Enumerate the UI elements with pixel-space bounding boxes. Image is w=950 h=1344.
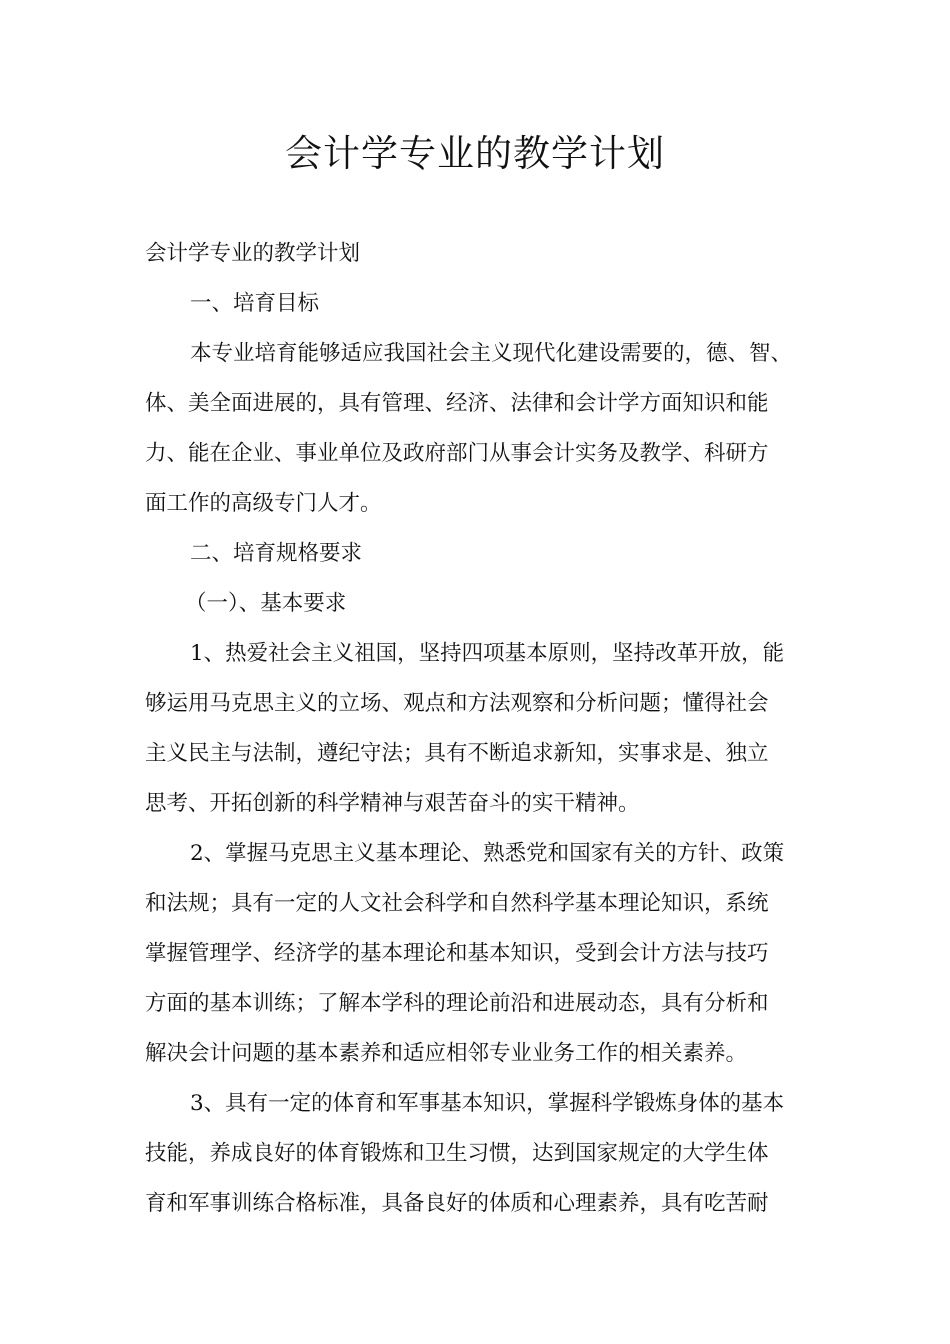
text-line: 方面的基本训练；了解本学科的理论前沿和进展动态，具有分析和 [145, 991, 769, 1016]
text-line: 面工作的高级专门人才。 [145, 491, 382, 516]
text-line: 体、美全面进展的，具有管理、经济、法律和会计学方面知识和能 [145, 391, 769, 416]
document-title: 会计学专业的教学计划 [285, 132, 665, 175]
text-line: 力、能在企业、事业单位及政府部门从事会计实务及教学、科研方 [145, 441, 769, 466]
text-line: 和法规；具有一定的人文社会科学和自然科学基本理论知识，系统 [145, 891, 769, 916]
text-line: 3、具有一定的体育和军事基本知识，掌握科学锻炼身体的基本 [190, 1091, 785, 1116]
text-line: 1、热爱社会主义祖国，坚持四项基本原则，坚持改革开放，能 [190, 641, 785, 666]
text-line: 思考、开拓创新的科学精神与艰苦奋斗的实干精神。 [145, 791, 640, 816]
text-line: 会计学专业的教学计划 [145, 241, 361, 266]
section-heading-requirements: 二、培育规格要求 [190, 541, 363, 566]
text-line: 本专业培育能够适应我国社会主义现代化建设需要的，德、智、 [190, 341, 793, 366]
text-line: 掌握管理学、经济学的基本理论和基本知识，受到会计方法与技巧 [145, 941, 769, 966]
section-heading-goal: 一、培育目标 [190, 291, 320, 316]
text-line: 2、掌握马克思主义基本理论、熟悉党和国家有关的方针、政策 [190, 841, 785, 866]
document-body [145, 229, 810, 1229]
text-line: 育和军事训练合格标准，具备良好的体质和心理素养，具有吃苦耐 [145, 1191, 769, 1216]
text-line: 够运用马克思主义的立场、观点和方法观察和分析问题；懂得社会 [145, 691, 769, 716]
text-line: 技能，养成良好的体育锻炼和卫生习惯，达到国家规定的大学生体 [145, 1141, 769, 1166]
subsection-heading-basic: （一）、基本要求 [185, 591, 347, 616]
text-line: 主义民主与法制，遵纪守法；具有不断追求新知，实事求是、独立 [145, 741, 769, 766]
text-line: 解决会计问题的基本素养和适应相邻专业业务工作的相关素养。 [145, 1041, 748, 1066]
